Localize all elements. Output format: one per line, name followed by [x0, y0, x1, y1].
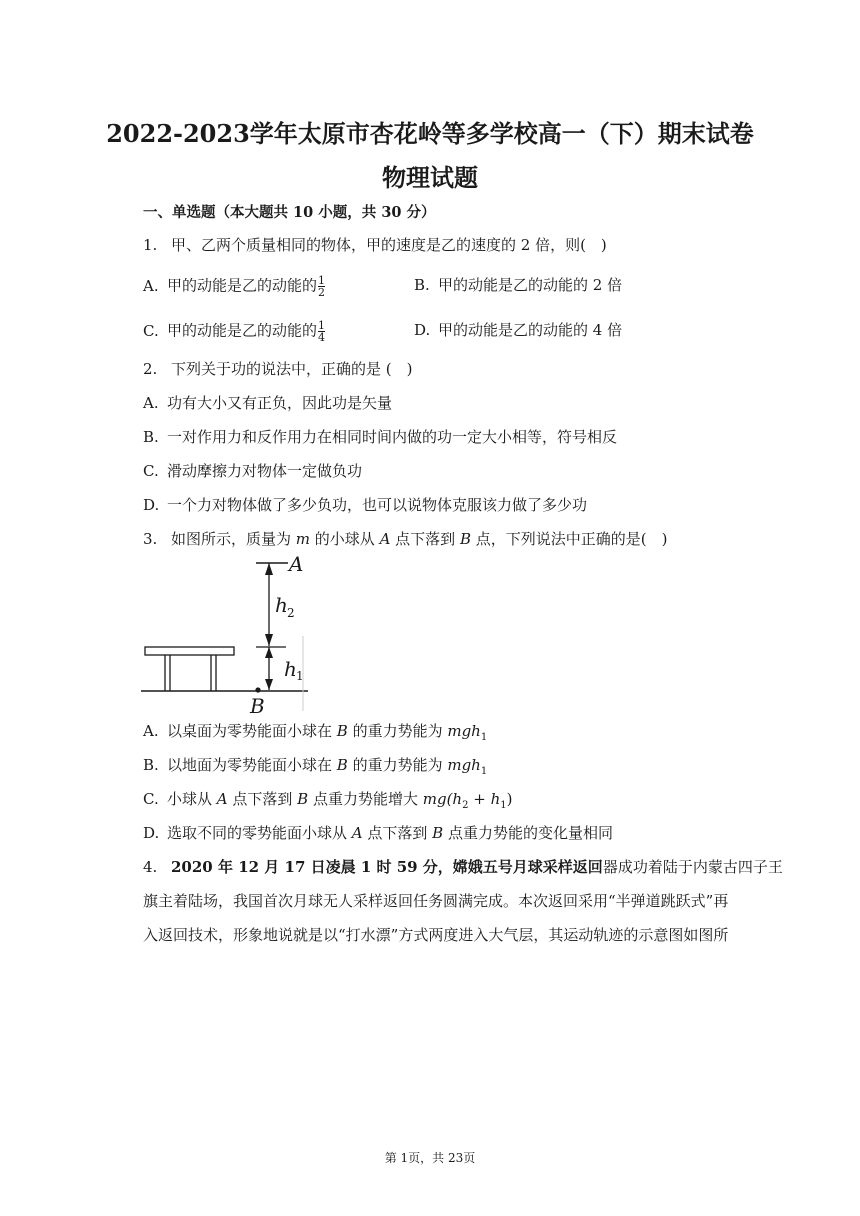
question-2-option-a — [143, 393, 392, 413]
question-3-option-c — [143, 789, 512, 816]
question-3-stem — [143, 529, 667, 549]
option-text: 甲的动能是乙的动能的 — [167, 276, 318, 295]
question-text: 甲、乙两个质量相同的物体，甲的速度是乙的速度的 2 倍，则( ) — [171, 236, 607, 254]
var-m: m — [295, 530, 311, 548]
label-b: B — [250, 694, 265, 718]
h1-arrow-bottom — [265, 679, 273, 690]
question-3-option-d — [143, 823, 613, 843]
h1-arrow-top — [265, 647, 273, 658]
section-heading: 一、单选题（本大题共 10 小题，共 30 分） — [143, 204, 436, 221]
option-text: 滑动摩擦力对物体一定做负功 — [167, 462, 363, 480]
question-text-bold: 2020 年 12 月 17 日凌晨 1 时 59 分，嫦娥五号月球采样返回 — [171, 858, 603, 876]
option-text: 选取不同的零势能面小球从 — [167, 824, 352, 842]
question-text: 器成功着陆于内蒙古四子王 — [602, 858, 783, 876]
stem-text: 点，下列说法中正确的是( ) — [470, 530, 668, 548]
option-letter: C. — [143, 790, 159, 808]
formula: + h — [468, 790, 501, 808]
option-text: 以地面为零势能面小球在 — [167, 756, 337, 774]
question-4-stem — [143, 857, 783, 877]
h2-arrow-top — [265, 563, 273, 575]
var-b: B — [336, 722, 348, 740]
option-text: 小球从 — [167, 790, 217, 808]
label-h1-subscript: 1 — [296, 669, 304, 683]
question-number: 2. — [143, 360, 158, 378]
option-letter: A. — [143, 722, 159, 740]
subscript: 1 — [500, 800, 507, 811]
option-text: 点重力势能的变化量相同 — [443, 824, 613, 842]
var-b: B — [336, 756, 348, 774]
fraction — [318, 320, 325, 343]
label-a: A — [289, 556, 304, 576]
subscript: 1 — [480, 766, 488, 777]
stem-text: 如图所示，质量为 — [171, 530, 296, 548]
question-text: 下列关于功的说法中，正确的是 ( ) — [171, 360, 413, 378]
question-4-line-3: 入返回技术，形象地说就是以“打水漂”方式两度进入大气层，其运动轨迹的示意图如图所 — [143, 926, 729, 944]
formula-close: ) — [506, 790, 513, 808]
var-b: B — [432, 824, 444, 842]
page-title: 2022-2023学年太原市杏花岭等多学校高一（下）期末试卷 — [106, 119, 754, 148]
question-number: 4. — [143, 858, 158, 876]
question-2-option-b — [143, 427, 617, 447]
ball-point-b — [255, 687, 260, 692]
option-text: 点下落到 — [227, 790, 298, 808]
question-2-option-c — [143, 461, 362, 481]
h2-arrow-bottom — [265, 634, 273, 646]
question-3-figure — [138, 556, 313, 718]
fraction-numerator: 1 — [318, 319, 326, 332]
option-letter: A. — [143, 276, 159, 295]
formula-mgh: mgh — [447, 756, 481, 774]
fraction — [318, 275, 325, 298]
option-text: 的重力势能为 — [347, 722, 448, 740]
label-h2-subscript: 2 — [287, 606, 295, 620]
option-text: 甲的动能是乙的动能的 4 倍 — [438, 321, 623, 339]
formula-mgh: mgh — [447, 722, 481, 740]
option-letter: B. — [414, 276, 430, 294]
question-number: 3. — [143, 530, 158, 548]
question-1-option-a — [143, 275, 325, 298]
question-4-line-2: 旗主着陆场，我国首次月球无人采样返回任务圆满完成。本次返回采用“半弹道跳跃式”再 — [143, 892, 729, 910]
label-h1: h — [284, 657, 297, 681]
option-text: 的重力势能为 — [347, 756, 448, 774]
question-2-stem — [143, 359, 412, 379]
var-a: A — [351, 824, 363, 842]
option-text: 甲的动能是乙的动能的 2 倍 — [438, 276, 623, 294]
option-text: 点重力势能增大 — [308, 790, 423, 808]
option-letter: D. — [143, 824, 160, 842]
option-text: 点下落到 — [362, 824, 433, 842]
question-1-option-d — [414, 320, 622, 340]
var-b: B — [459, 530, 471, 548]
option-letter: D. — [414, 321, 431, 339]
option-text: 一对作用力和反作用力在相同时间内做的功一定大小相等，符号相反 — [167, 428, 618, 446]
question-number: 1. — [143, 236, 158, 254]
option-letter: C. — [143, 321, 159, 340]
page-footer: 第 1页，共 23页 — [384, 1151, 476, 1165]
option-letter: A. — [143, 394, 159, 412]
var-b: B — [297, 790, 309, 808]
option-text: 功有大小又有正负，因此功是矢量 — [167, 394, 393, 412]
question-1-option-c — [143, 320, 325, 343]
formula: mg(h — [422, 790, 463, 808]
stem-text: 点下落到 — [390, 530, 460, 548]
table-top — [145, 647, 234, 655]
subscript: 2 — [462, 800, 469, 811]
option-letter: B. — [143, 756, 159, 774]
fraction-numerator: 1 — [318, 274, 326, 287]
subscript: 1 — [480, 732, 488, 743]
var-a: A — [379, 530, 391, 548]
question-1-stem — [143, 235, 607, 255]
option-letter: B. — [143, 428, 159, 446]
fraction-denominator: 2 — [318, 286, 326, 299]
label-h2: h — [275, 593, 288, 617]
question-3-option-b — [143, 755, 487, 782]
page-subtitle: 物理试题 — [382, 163, 478, 192]
option-letter: D. — [143, 496, 160, 514]
option-text: 甲的动能是乙的动能的 — [167, 321, 318, 340]
var-a: A — [216, 790, 228, 808]
question-2-option-d — [143, 495, 587, 515]
stem-text: 的小球从 — [310, 530, 380, 548]
option-text: 以桌面为零势能面小球在 — [167, 722, 337, 740]
fraction-denominator: 4 — [318, 331, 326, 344]
question-3-option-a — [143, 721, 487, 748]
option-text: 一个力对物体做了多少负功，也可以说物体克服该力做了多少功 — [167, 496, 588, 514]
option-letter: C. — [143, 462, 159, 480]
question-1-option-b — [414, 275, 622, 295]
